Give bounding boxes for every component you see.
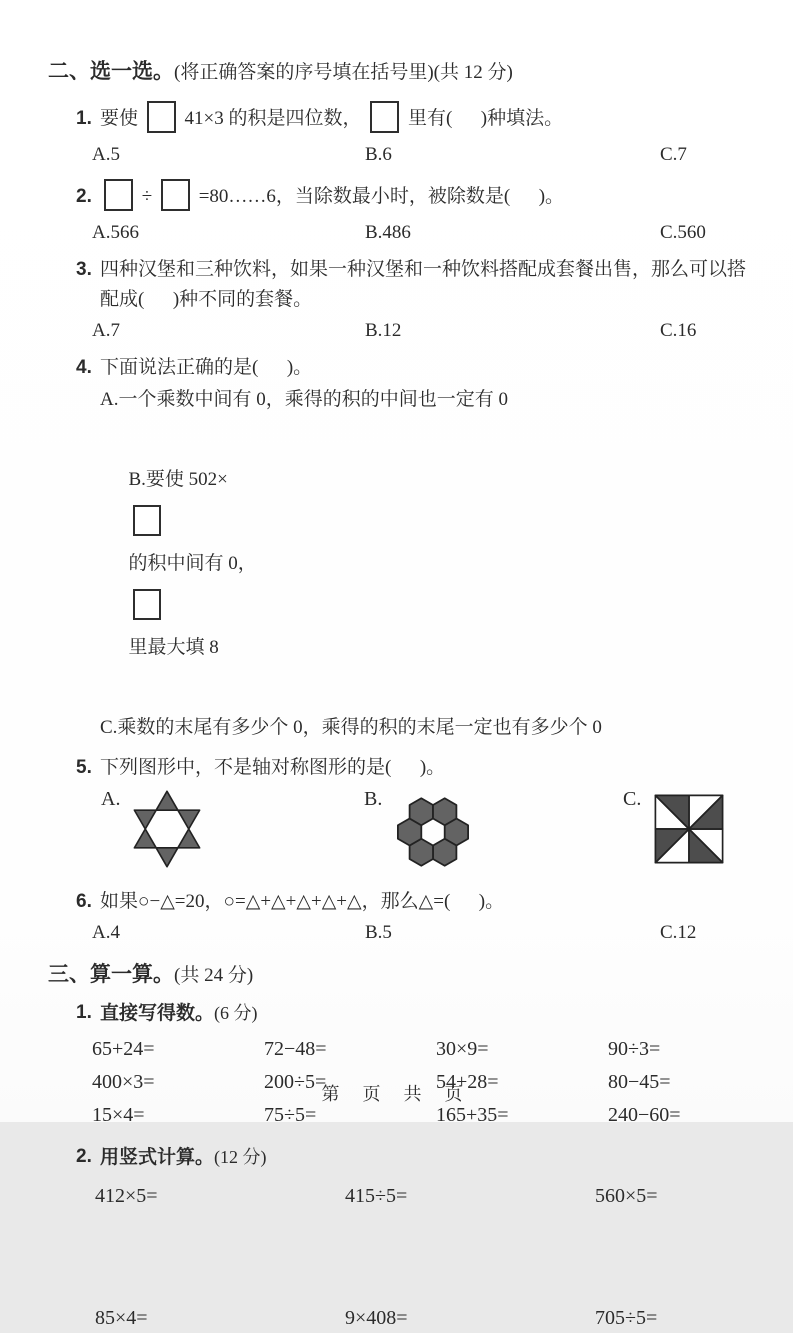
expression: 15×4=	[92, 1104, 145, 1126]
question-5-number: 5.	[76, 757, 92, 778]
question-2-option-c: C.560	[660, 222, 706, 243]
column-calc-expression: 705÷5=	[595, 1307, 658, 1329]
question-3-option-c: C.16	[660, 320, 697, 341]
question-3-option-b: B.12	[365, 320, 402, 341]
question-6-option-c: C.12	[660, 922, 697, 943]
calc-subitem-1-number: 1.	[76, 1002, 92, 1023]
expression: 75÷5=	[264, 1104, 317, 1126]
figure-c-label: C.	[623, 788, 642, 810]
question-1-option-a: A.5	[92, 144, 120, 165]
expression: 80−45=	[608, 1071, 671, 1093]
section-calc-title: 三、算一算。	[48, 963, 174, 986]
page-footer: 第 页 共 页	[321, 1084, 472, 1104]
question-5	[48, 753, 755, 783]
question-2-option-b: B.486	[365, 222, 411, 243]
expression: 72−48=	[264, 1038, 327, 1060]
calc-subitem-2-text: 用竖式计算。	[100, 1147, 215, 1168]
figure-b-label: B.	[364, 788, 383, 810]
question-4-statement-b-text-1: B.要使 502×	[128, 469, 228, 490]
calc-subitem-2-points: (12 分)	[214, 1147, 267, 1167]
pinwheel-icon	[647, 787, 731, 871]
question-4-statement-b	[100, 417, 755, 711]
question-6-option-a: A.4	[92, 922, 120, 943]
question-3-options	[48, 317, 755, 345]
expression: 90÷3=	[608, 1038, 661, 1060]
question-2-option-a: A.566	[92, 222, 139, 243]
question-1-option-b: B.6	[365, 144, 392, 165]
section-calc-header	[48, 961, 755, 990]
answer-blank-box	[147, 101, 176, 133]
column-calc-expression: 415÷5=	[345, 1185, 408, 1207]
expression: 165+35=	[436, 1104, 509, 1126]
column-calc-expression: 85×4=	[95, 1307, 148, 1329]
answer-blank-box	[161, 179, 190, 211]
column-calc-expression: 560×5=	[595, 1185, 658, 1207]
section-choose-header	[48, 58, 755, 87]
section-choose-title: 二、选一选。	[48, 60, 174, 83]
expression: 54+28=	[436, 1071, 499, 1093]
figure-a-label: A.	[101, 788, 121, 810]
question-3-number: 3.	[76, 259, 92, 280]
question-5-text: 下列图形中，不是轴对称图形的是( )。	[100, 757, 446, 778]
expression: 240−60=	[608, 1104, 681, 1126]
question-1-text-2: 41×3 的积是四位数，	[184, 108, 362, 129]
answer-blank-box	[104, 179, 133, 211]
question-1	[48, 99, 755, 139]
column-calc-row-1	[48, 1181, 755, 1211]
answer-blank-box	[370, 101, 399, 133]
column-calc-expression: 9×408=	[345, 1307, 408, 1329]
question-3-text: 四种汉堡和三种饮料，如果一种汉堡和一种饮料搭配成套餐出售，那么可以搭配成( )种不同的套餐。	[100, 259, 747, 310]
question-2	[48, 177, 755, 217]
expression: 65+24=	[92, 1038, 155, 1060]
question-6-text: 如果○−△=20，○=△+△+△+△+△，那么△=( )。	[100, 891, 505, 912]
answer-blank-box	[133, 589, 161, 620]
figure-a	[101, 787, 364, 871]
calc-subitem-2	[48, 1142, 755, 1173]
question-4-statement-b-text-3: 里最大填 8	[128, 637, 219, 658]
section-calc-note: (共 24 分)	[174, 965, 254, 986]
question-3	[48, 255, 755, 315]
question-6-number: 6.	[76, 891, 92, 912]
calc-subitem-1	[48, 998, 755, 1029]
question-1-number: 1.	[76, 108, 92, 129]
question-5-figures	[48, 787, 755, 877]
expression: 200÷5=	[264, 1071, 327, 1093]
question-4-statement-a: A.一个乘数中间有 0，乘得的积的中间也一定有 0	[100, 389, 508, 410]
six-pointed-star-icon	[126, 787, 208, 871]
question-4-statements	[48, 383, 755, 745]
figure-b	[364, 787, 623, 877]
section-choose-note: (将正确答案的序号填在括号里)(共 12 分)	[174, 62, 513, 83]
question-1-option-c: C.7	[660, 144, 687, 165]
question-4-statement-c: C.乘数的末尾有多少个 0，乘得的积的末尾一定也有多少个 0	[100, 717, 602, 738]
figure-c	[623, 787, 755, 871]
question-6-options	[48, 919, 755, 947]
question-1-text-3: 里有( )种填法。	[407, 108, 564, 129]
question-2-number: 2.	[76, 186, 92, 207]
question-4-text: 下面说法正确的是( )。	[100, 357, 313, 378]
question-3-option-a: A.7	[92, 320, 120, 341]
question-1-options	[48, 141, 755, 169]
answer-blank-box	[133, 505, 161, 536]
question-2-divide-sign: ÷	[141, 186, 153, 207]
calc-subitem-2-number: 2.	[76, 1146, 92, 1167]
column-calc-expression: 412×5=	[95, 1185, 158, 1207]
question-4-statement-b-text-2: 的积中间有 0，	[128, 553, 257, 574]
hexagon-ring-icon	[388, 787, 478, 877]
question-4-number: 4.	[76, 357, 92, 378]
expression: 30×9=	[436, 1038, 489, 1060]
column-calc-row-2	[48, 1303, 755, 1333]
question-2-text: =80……6，当除数最小时，被除数是( )。	[198, 186, 565, 207]
question-1-text-1: 要使	[100, 108, 139, 129]
calc-subitem-1-points: (6 分)	[214, 1003, 258, 1023]
expression: 400×3=	[92, 1071, 155, 1093]
question-6-option-b: B.5	[365, 922, 392, 943]
question-4	[48, 353, 755, 383]
question-6	[48, 887, 755, 917]
calc-subitem-1-text: 直接写得数。	[100, 1003, 215, 1024]
question-2-options	[48, 219, 755, 247]
